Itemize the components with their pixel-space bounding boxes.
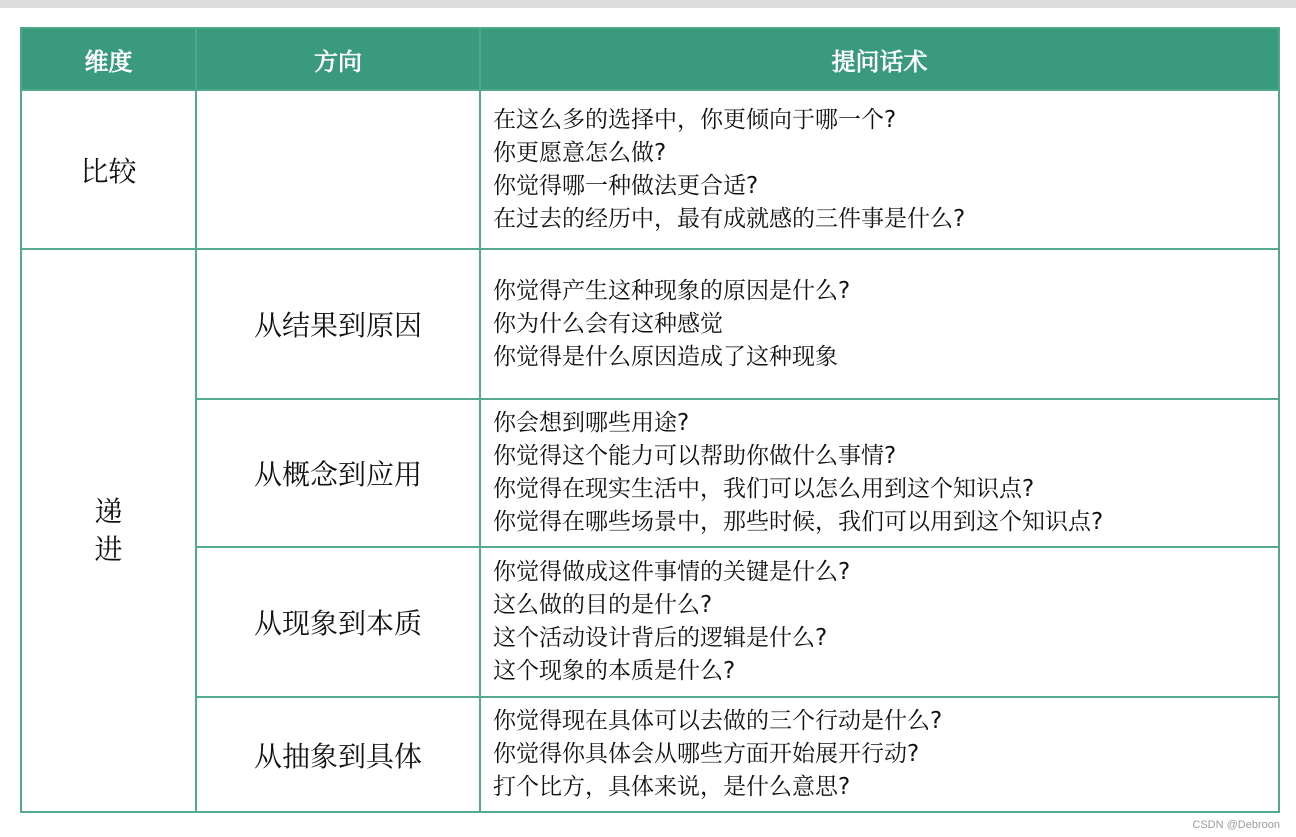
direction-cell: 从抽象到具体 — [196, 697, 480, 812]
header-direction: 方向 — [196, 28, 480, 90]
question-line: 你觉得这个能力可以帮助你做什么事情? — [493, 443, 897, 469]
table-row — [21, 90, 1279, 249]
question-line: 你为什么会有这种感觉 — [493, 310, 723, 337]
question-line: 在这么多的选择中，你更倾向于哪一个? — [493, 106, 897, 133]
question-line: 你觉得在哪些场景中，那些时候，我们可以用到这个知识点? — [493, 509, 1104, 535]
header-questions: 提问话术 — [480, 28, 1279, 90]
dimension-label-vertical: 递进 — [94, 494, 123, 566]
table-row — [21, 547, 1279, 697]
question-line: 你觉得产生这种现象的原因是什么? — [493, 277, 851, 304]
question-line: 你觉得是什么原因造成了这种现象 — [493, 343, 838, 370]
questioning-techniques-table — [20, 27, 1280, 813]
dimension-cell — [21, 249, 196, 812]
dimension-cell: 比较 — [21, 90, 196, 249]
question-line: 你觉得在现实生活中，我们可以怎么用到这个知识点? — [493, 476, 1035, 502]
direction-cell: 从概念到应用 — [196, 399, 480, 547]
top-gray-strip — [0, 0, 1296, 8]
question-line: 这个活动设计背后的逻辑是什么? — [493, 625, 828, 651]
question-line: 这么做的目的是什么? — [493, 592, 713, 618]
table-row — [21, 697, 1279, 812]
questions-cell — [480, 547, 1279, 697]
question-line: 你觉得你具体会从哪些方面开始展开行动? — [493, 741, 920, 767]
question-line: 你觉得做成这件事情的关键是什么? — [493, 559, 851, 585]
watermark-text: CSDN @Debroon — [1192, 819, 1280, 831]
question-line: 你更愿意怎么做? — [493, 139, 667, 166]
header-dimension: 维度 — [21, 28, 196, 90]
direction-cell: 从现象到本质 — [196, 547, 480, 697]
questions-cell — [480, 249, 1279, 399]
table-header-row — [21, 28, 1279, 90]
questions-cell — [480, 697, 1279, 812]
table-row — [21, 249, 1279, 399]
question-line: 打个比方，具体来说，是什么意思? — [493, 774, 851, 800]
question-line: 你觉得现在具体可以去做的三个行动是什么? — [493, 708, 943, 734]
question-line: 你会想到哪些用途? — [493, 410, 690, 436]
questions-cell — [480, 90, 1279, 249]
table-row — [21, 399, 1279, 547]
question-line: 你觉得哪一种做法更合适? — [493, 172, 759, 199]
question-line: 在过去的经历中，最有成就感的三件事是什么? — [493, 205, 966, 232]
question-line: 这个现象的本质是什么? — [493, 658, 736, 684]
direction-cell — [196, 90, 480, 249]
direction-cell: 从结果到原因 — [196, 249, 480, 399]
questions-cell — [480, 399, 1279, 547]
